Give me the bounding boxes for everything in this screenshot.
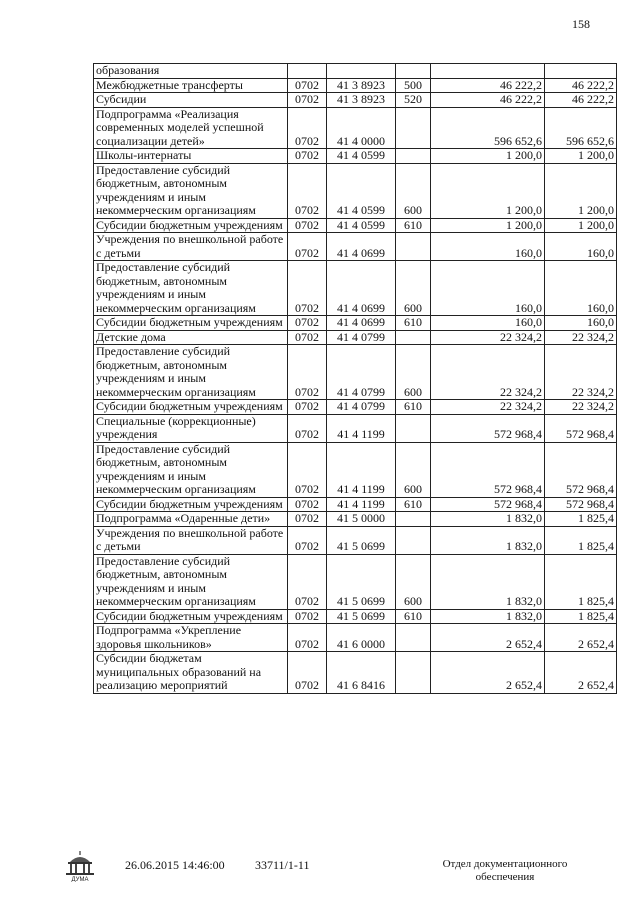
row-amount-actual: 572 968,4 [545, 442, 617, 497]
row-target-article: 41 5 0699 [327, 526, 396, 554]
row-amount-actual: 1 825,4 [545, 512, 617, 527]
row-name: Предоставление субсидий бюджетным, автономным учреждениям и иным некоммерческим организациям [94, 442, 288, 497]
row-amount-plan: 1 832,0 [431, 526, 545, 554]
row-target-article: 41 5 0699 [327, 609, 396, 624]
row-amount-actual: 1 825,4 [545, 526, 617, 554]
row-section: 0702 [288, 526, 327, 554]
footer-dept-line1: Отдел документационного [442, 858, 568, 870]
table-row [94, 218, 617, 233]
row-section: 0702 [288, 316, 327, 331]
row-section: 0702 [288, 261, 327, 316]
table-row [94, 64, 617, 79]
row-amount-plan: 1 832,0 [431, 512, 545, 527]
row-amount-actual: 2 652,4 [545, 652, 617, 694]
row-amount-plan: 1 200,0 [431, 218, 545, 233]
row-amount-plan [431, 64, 545, 79]
row-expense-type [396, 107, 431, 149]
row-target-article: 41 4 0599 [327, 163, 396, 218]
row-name: Субсидии бюджетным учреждениям [94, 400, 288, 415]
row-amount-actual [545, 64, 617, 79]
row-expense-type [396, 64, 431, 79]
row-expense-type: 610 [396, 609, 431, 624]
table-row [94, 526, 617, 554]
table-row [94, 233, 617, 261]
row-amount-actual: 1 200,0 [545, 163, 617, 218]
footer-dept-line2: обеспечения [475, 871, 535, 883]
row-section: 0702 [288, 609, 327, 624]
row-amount-actual: 572 968,4 [545, 414, 617, 442]
row-name: Субсидии бюджетным учреждениям [94, 218, 288, 233]
budget-table-body [94, 64, 617, 694]
row-name: Субсидии бюджетным учреждениям [94, 497, 288, 512]
row-section: 0702 [288, 512, 327, 527]
row-expense-type [396, 149, 431, 164]
row-amount-plan: 2 652,4 [431, 624, 545, 652]
row-section: 0702 [288, 400, 327, 415]
row-name: Субсидии [94, 93, 288, 108]
table-row [94, 93, 617, 108]
row-expense-type: 600 [396, 163, 431, 218]
row-target-article: 41 4 1199 [327, 414, 396, 442]
row-target-article: 41 4 0799 [327, 345, 396, 400]
row-target-article: 41 4 0599 [327, 149, 396, 164]
table-row [94, 78, 617, 93]
row-amount-plan: 22 324,2 [431, 400, 545, 415]
row-section: 0702 [288, 93, 327, 108]
row-name: Учреждения по внешкольной работе с детьми [94, 233, 288, 261]
row-name: Предоставление субсидий бюджетным, автономным учреждениям и иным некоммерческим организациям [94, 261, 288, 316]
row-amount-actual: 22 324,2 [545, 330, 617, 345]
row-amount-actual: 1 825,4 [545, 554, 617, 609]
row-name: Предоставление субсидий бюджетным, автономным учреждениям и иным некоммерческим организациям [94, 163, 288, 218]
row-name: Межбюджетные трансферты [94, 78, 288, 93]
row-expense-type: 610 [396, 400, 431, 415]
row-expense-type: 600 [396, 554, 431, 609]
row-target-article: 41 4 0000 [327, 107, 396, 149]
footer-department [415, 858, 595, 884]
row-amount-actual: 46 222,2 [545, 93, 617, 108]
row-expense-type [396, 512, 431, 527]
table-row [94, 652, 617, 694]
table-row [94, 554, 617, 609]
row-name: Учреждения по внешкольной работе с детьми [94, 526, 288, 554]
row-section: 0702 [288, 218, 327, 233]
row-amount-actual: 22 324,2 [545, 345, 617, 400]
row-section: 0702 [288, 624, 327, 652]
row-amount-plan: 22 324,2 [431, 330, 545, 345]
row-amount-plan: 46 222,2 [431, 93, 545, 108]
logo-label: ДУМА [71, 877, 89, 882]
row-target-article: 41 4 0799 [327, 330, 396, 345]
row-amount-actual: 2 652,4 [545, 624, 617, 652]
row-target-article: 41 4 0699 [327, 233, 396, 261]
row-target-article: 41 4 1199 [327, 442, 396, 497]
row-name: Предоставление субсидий бюджетным, автономным учреждениям и иным некоммерческим организациям [94, 345, 288, 400]
row-section: 0702 [288, 107, 327, 149]
row-target-article: 41 6 0000 [327, 624, 396, 652]
row-name: Субсидии бюджетным учреждениям [94, 609, 288, 624]
table-row [94, 345, 617, 400]
row-amount-plan: 46 222,2 [431, 78, 545, 93]
row-amount-plan: 1 200,0 [431, 149, 545, 164]
row-name: Субсидии бюджетам муниципальных образований на реализацию мероприятий [94, 652, 288, 694]
row-amount-plan: 160,0 [431, 233, 545, 261]
row-amount-plan: 572 968,4 [431, 414, 545, 442]
row-target-article: 41 6 8416 [327, 652, 396, 694]
row-target-article: 41 4 0699 [327, 261, 396, 316]
row-target-article: 41 3 8923 [327, 78, 396, 93]
row-name: Подпрограмма «Реализация современных моделей успешной социализации детей» [94, 107, 288, 149]
row-name: Подпрограмма «Одаренные дети» [94, 512, 288, 527]
table-row [94, 163, 617, 218]
row-amount-actual: 1 200,0 [545, 149, 617, 164]
budget-table [93, 63, 617, 694]
row-amount-actual: 1 200,0 [545, 218, 617, 233]
row-expense-type [396, 330, 431, 345]
row-amount-plan: 1 832,0 [431, 609, 545, 624]
footer-doc-number: 33711/1-11 [255, 858, 310, 872]
row-section: 0702 [288, 652, 327, 694]
row-section: 0702 [288, 330, 327, 345]
row-name: Школы-интернаты [94, 149, 288, 164]
footer-date: 26.06.2015 14:46:00 [125, 858, 225, 872]
row-expense-type: 610 [396, 497, 431, 512]
table-row [94, 414, 617, 442]
row-expense-type [396, 624, 431, 652]
row-amount-plan: 2 652,4 [431, 652, 545, 694]
table-row [94, 624, 617, 652]
table-row [94, 442, 617, 497]
row-name: образования [94, 64, 288, 79]
duma-logo-icon [62, 848, 98, 887]
row-section: 0702 [288, 554, 327, 609]
row-name: Подпрограмма «Укрепление здоровья школьников» [94, 624, 288, 652]
row-target-article: 41 4 0599 [327, 218, 396, 233]
row-expense-type [396, 233, 431, 261]
row-amount-actual: 160,0 [545, 316, 617, 331]
table-row [94, 400, 617, 415]
row-amount-plan: 596 652,6 [431, 107, 545, 149]
table-row [94, 261, 617, 316]
row-section: 0702 [288, 233, 327, 261]
table-row [94, 497, 617, 512]
row-expense-type: 600 [396, 442, 431, 497]
table-row [94, 512, 617, 527]
row-section: 0702 [288, 497, 327, 512]
row-expense-type: 610 [396, 218, 431, 233]
row-amount-actual: 572 968,4 [545, 497, 617, 512]
row-expense-type [396, 526, 431, 554]
row-target-article: 41 3 8923 [327, 93, 396, 108]
row-section [288, 64, 327, 79]
row-amount-plan: 572 968,4 [431, 497, 545, 512]
table-row [94, 316, 617, 331]
table-row [94, 149, 617, 164]
table-row [94, 609, 617, 624]
row-target-article: 41 4 0699 [327, 316, 396, 331]
row-target-article: 41 4 0799 [327, 400, 396, 415]
row-amount-plan: 1 200,0 [431, 163, 545, 218]
row-section: 0702 [288, 442, 327, 497]
row-section: 0702 [288, 163, 327, 218]
row-expense-type [396, 414, 431, 442]
row-amount-plan: 22 324,2 [431, 345, 545, 400]
row-amount-actual: 46 222,2 [545, 78, 617, 93]
row-amount-actual: 160,0 [545, 233, 617, 261]
row-target-article: 41 4 1199 [327, 497, 396, 512]
row-amount-plan: 160,0 [431, 261, 545, 316]
row-expense-type: 520 [396, 93, 431, 108]
page-number: 158 [572, 17, 590, 31]
row-amount-plan: 572 968,4 [431, 442, 545, 497]
row-expense-type: 500 [396, 78, 431, 93]
row-expense-type: 600 [396, 261, 431, 316]
table-row [94, 330, 617, 345]
row-name: Специальные (коррекционные) учреждения [94, 414, 288, 442]
row-expense-type: 600 [396, 345, 431, 400]
row-section: 0702 [288, 78, 327, 93]
row-expense-type: 610 [396, 316, 431, 331]
row-amount-actual: 22 324,2 [545, 400, 617, 415]
row-amount-plan: 160,0 [431, 316, 545, 331]
row-target-article: 41 5 0699 [327, 554, 396, 609]
row-amount-plan: 1 832,0 [431, 554, 545, 609]
row-amount-actual: 596 652,6 [545, 107, 617, 149]
row-section: 0702 [288, 345, 327, 400]
row-name: Субсидии бюджетным учреждениям [94, 316, 288, 331]
row-section: 0702 [288, 414, 327, 442]
row-amount-actual: 1 825,4 [545, 609, 617, 624]
row-amount-actual: 160,0 [545, 261, 617, 316]
row-section: 0702 [288, 149, 327, 164]
row-expense-type [396, 652, 431, 694]
row-target-article: 41 5 0000 [327, 512, 396, 527]
row-target-article [327, 64, 396, 79]
row-name: Детские дома [94, 330, 288, 345]
table-row [94, 107, 617, 149]
row-name: Предоставление субсидий бюджетным, автономным учреждениям и иным некоммерческим организациям [94, 554, 288, 609]
